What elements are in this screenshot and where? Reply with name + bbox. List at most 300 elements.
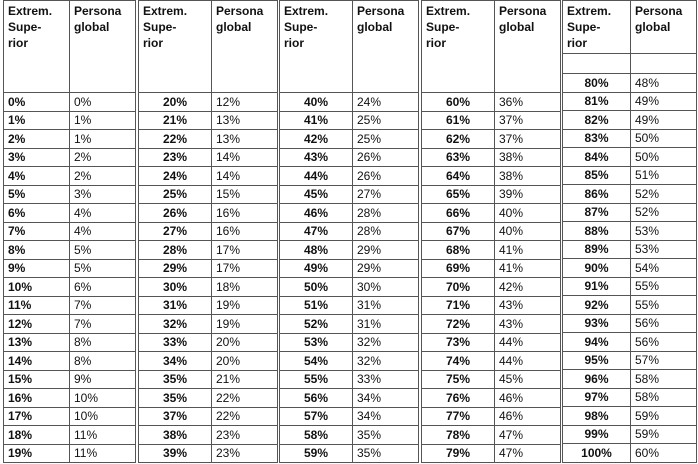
persona-global-value: 43% — [495, 315, 561, 334]
persona-global-value: 14% — [212, 167, 278, 186]
extreme-superior-value: 37% — [139, 407, 212, 426]
persona-global-value: 26% — [353, 167, 419, 186]
persona-global-value: 1% — [70, 130, 136, 149]
persona-global-value: 23% — [212, 444, 278, 463]
persona-global-value: 37% — [495, 130, 561, 149]
table-row — [280, 370, 419, 389]
extreme-superior-value: 92% — [563, 296, 631, 315]
extreme-superior-value: 18% — [4, 426, 70, 445]
table-row — [139, 315, 278, 334]
persona-global-value: 41% — [495, 241, 561, 260]
extreme-superior-value: 28% — [139, 241, 212, 260]
persona-global-value: 46% — [495, 389, 561, 408]
persona-global-value: 58% — [631, 370, 697, 389]
table-row — [280, 259, 419, 278]
persona-global-value: 16% — [212, 204, 278, 223]
persona-global-value: 17% — [212, 259, 278, 278]
persona-global-value: 37% — [495, 111, 561, 130]
table-row — [422, 407, 561, 426]
extreme-superior-value: 54% — [280, 352, 353, 371]
extreme-superior-value: 25% — [139, 185, 212, 204]
persona-global-value: 13% — [212, 111, 278, 130]
table-row — [563, 370, 697, 389]
header-persona-global: Persona global — [353, 1, 419, 93]
extreme-superior-value: 67% — [422, 222, 495, 241]
extreme-superior-value: 10% — [4, 278, 70, 297]
extreme-superior-value: 8% — [4, 241, 70, 260]
table-row — [422, 278, 561, 297]
persona-global-value: 16% — [212, 222, 278, 241]
persona-global-value: 34% — [353, 407, 419, 426]
extreme-superior-value: 55% — [280, 370, 353, 389]
persona-global-value: 55% — [631, 296, 697, 315]
extreme-superior-value: 1% — [4, 111, 70, 130]
extreme-superior-value: 13% — [4, 333, 70, 352]
table-row — [563, 129, 697, 148]
persona-global-value: 31% — [353, 296, 419, 315]
persona-global-value: 57% — [631, 351, 697, 370]
table-row — [4, 278, 136, 297]
table-row — [563, 185, 697, 204]
extreme-superior-value: 14% — [4, 352, 70, 371]
table-row — [280, 426, 419, 445]
extreme-superior-value: 49% — [280, 259, 353, 278]
table-row — [4, 222, 136, 241]
persona-global-value: 33% — [353, 370, 419, 389]
persona-global-value: 21% — [212, 370, 278, 389]
table-row — [280, 333, 419, 352]
table-row — [139, 278, 278, 297]
persona-global-value: 0% — [70, 93, 136, 112]
table-row — [4, 148, 136, 167]
table-row — [139, 148, 278, 167]
table-row — [280, 148, 419, 167]
extreme-superior-value: 38% — [139, 426, 212, 445]
table-row — [139, 296, 278, 315]
extreme-superior-value: 87% — [563, 203, 631, 222]
extreme-superior-value: 71% — [422, 296, 495, 315]
persona-global-value: 2% — [70, 167, 136, 186]
table-block-1 — [3, 0, 136, 463]
table-row — [139, 444, 278, 463]
header-extreme-superior: Extrem. Supe- rior — [139, 1, 212, 93]
persona-global-value: 29% — [353, 259, 419, 278]
persona-global-value: 17% — [212, 241, 278, 260]
extreme-superior-value: 9% — [4, 259, 70, 278]
extreme-superior-value: 24% — [139, 167, 212, 186]
table-row — [4, 204, 136, 223]
table-row — [422, 93, 561, 112]
table-row — [280, 167, 419, 186]
persona-global-value: 7% — [70, 296, 136, 315]
extreme-superior-value: 17% — [4, 407, 70, 426]
table-row — [563, 222, 697, 241]
persona-global-value: 23% — [212, 426, 278, 445]
table-row — [139, 167, 278, 186]
table-row — [563, 148, 697, 167]
persona-global-value: 24% — [353, 93, 419, 112]
table-row — [422, 185, 561, 204]
persona-global-value: 11% — [70, 444, 136, 463]
persona-global-value: 25% — [353, 111, 419, 130]
header-extreme-superior: Extrem. Supe- rior — [563, 1, 631, 54]
table-row — [139, 333, 278, 352]
persona-global-value: 42% — [495, 278, 561, 297]
table-row — [422, 259, 561, 278]
table-row — [139, 426, 278, 445]
persona-global-value: 13% — [212, 130, 278, 149]
persona-global-value: 31% — [353, 315, 419, 334]
extreme-superior-value: 29% — [139, 259, 212, 278]
table-row — [422, 389, 561, 408]
persona-global-value: 51% — [631, 166, 697, 185]
persona-global-value: 7% — [70, 315, 136, 334]
extreme-superior-value: 31% — [139, 296, 212, 315]
persona-global-value: 10% — [70, 389, 136, 408]
extreme-superior-value: 30% — [139, 278, 212, 297]
table-row — [4, 352, 136, 371]
extreme-superior-value: 68% — [422, 241, 495, 260]
extreme-superior-value: 42% — [280, 130, 353, 149]
table-row — [4, 333, 136, 352]
table-row — [139, 352, 278, 371]
extreme-superior-value: 66% — [422, 204, 495, 223]
header-persona-global: Persona global — [495, 1, 561, 93]
extreme-superior-value: 19% — [4, 444, 70, 463]
table-row — [563, 240, 697, 259]
header-extreme-superior: Extrem. Supe- rior — [4, 1, 70, 93]
table-row — [563, 259, 697, 278]
table-row — [422, 204, 561, 223]
extreme-superior-value: 22% — [139, 130, 212, 149]
extreme-superior-value: 62% — [422, 130, 495, 149]
extreme-superior-value: 46% — [280, 204, 353, 223]
extreme-superior-value: 4% — [4, 167, 70, 186]
table-row — [422, 370, 561, 389]
header-persona-global: Persona global — [70, 1, 136, 93]
persona-global-value: 55% — [631, 277, 697, 296]
extreme-superior-value: 60% — [422, 93, 495, 112]
persona-global-value: 18% — [212, 278, 278, 297]
table-row — [139, 185, 278, 204]
extreme-superior-value: 48% — [280, 241, 353, 260]
table-row — [280, 352, 419, 371]
persona-global-value: 2% — [70, 148, 136, 167]
persona-global-value: 28% — [353, 204, 419, 223]
table-row — [280, 389, 419, 408]
table-row — [4, 111, 136, 130]
extreme-superior-value: 90% — [563, 259, 631, 278]
persona-global-value: 32% — [353, 352, 419, 371]
table-row — [4, 185, 136, 204]
extreme-superior-value: 93% — [563, 314, 631, 333]
extreme-superior-value: 83% — [563, 129, 631, 148]
table-row — [422, 111, 561, 130]
table-row — [139, 370, 278, 389]
extreme-superior-value: 34% — [139, 352, 212, 371]
extreme-superior-value: 0% — [4, 93, 70, 112]
extreme-superior-value: 79% — [422, 444, 495, 463]
table-row — [139, 130, 278, 149]
persona-global-value: 60% — [631, 444, 697, 463]
table-row — [422, 352, 561, 371]
persona-global-value: 12% — [212, 93, 278, 112]
persona-global-value: 47% — [495, 444, 561, 463]
table-row — [280, 93, 419, 112]
table-row — [4, 315, 136, 334]
table-row — [563, 388, 697, 407]
table-row — [280, 204, 419, 223]
persona-global-value: 4% — [70, 204, 136, 223]
persona-global-value: 44% — [495, 333, 561, 352]
table-row — [422, 222, 561, 241]
table-row — [563, 92, 697, 111]
table-row — [563, 203, 697, 222]
extreme-superior-value: 84% — [563, 148, 631, 167]
table-row — [139, 389, 278, 408]
persona-global-value: 53% — [631, 240, 697, 259]
extreme-superior-value: 39% — [139, 444, 212, 463]
extreme-superior-value: 77% — [422, 407, 495, 426]
extreme-superior-value: 20% — [139, 93, 212, 112]
extreme-superior-value: 5% — [4, 185, 70, 204]
persona-global-value: 43% — [495, 296, 561, 315]
header-extreme-superior: Extrem. Supe- rior — [280, 1, 353, 93]
table-row — [139, 93, 278, 112]
table-row — [563, 277, 697, 296]
table-row — [422, 130, 561, 149]
persona-global-value: 38% — [495, 167, 561, 186]
persona-global-value: 22% — [212, 389, 278, 408]
extreme-superior-value: 27% — [139, 222, 212, 241]
table-row — [563, 74, 697, 93]
table-row — [280, 130, 419, 149]
extreme-superior-value: 69% — [422, 259, 495, 278]
extreme-superior-value: 61% — [422, 111, 495, 130]
persona-global-value: 19% — [212, 315, 278, 334]
extreme-superior-value: 99% — [563, 425, 631, 444]
persona-global-value: 49% — [631, 92, 697, 111]
persona-global-value: 6% — [70, 278, 136, 297]
persona-global-value: 8% — [70, 352, 136, 371]
extreme-superior-value: 33% — [139, 333, 212, 352]
extreme-superior-value: 2% — [4, 130, 70, 149]
table-row — [422, 167, 561, 186]
extreme-superior-value: 88% — [563, 222, 631, 241]
table-block-5 — [562, 0, 697, 463]
extreme-superior-value: 59% — [280, 444, 353, 463]
persona-global-value: 22% — [212, 407, 278, 426]
table-row — [4, 296, 136, 315]
table-row — [4, 93, 136, 112]
persona-global-value: 9% — [70, 370, 136, 389]
extreme-superior-value: 95% — [563, 351, 631, 370]
extreme-superior-value: 21% — [139, 111, 212, 130]
persona-global-value: 39% — [495, 185, 561, 204]
persona-global-value: 5% — [70, 241, 136, 260]
table-row — [563, 111, 697, 130]
persona-global-value: 26% — [353, 148, 419, 167]
persona-global-value: 47% — [495, 426, 561, 445]
extreme-superior-value: 98% — [563, 407, 631, 426]
table-row — [563, 351, 697, 370]
table-row — [422, 444, 561, 463]
extreme-superior-value: 6% — [4, 204, 70, 223]
table-block-3 — [279, 0, 419, 463]
extreme-superior-value: 35% — [139, 370, 212, 389]
persona-global-value: 48% — [631, 74, 697, 93]
header-persona-global: Persona global — [631, 1, 697, 54]
persona-global-value: 35% — [353, 444, 419, 463]
persona-global-value: 3% — [70, 185, 136, 204]
table-row — [280, 407, 419, 426]
persona-global-value: 38% — [495, 148, 561, 167]
table-row — [563, 314, 697, 333]
persona-global-value: 25% — [353, 130, 419, 149]
persona-global-value: 56% — [631, 314, 697, 333]
table-row — [563, 333, 697, 352]
persona-global-value: 20% — [212, 352, 278, 371]
persona-global-value: 20% — [212, 333, 278, 352]
table-row — [4, 444, 136, 463]
extreme-superior-value: 96% — [563, 370, 631, 389]
extreme-superior-value: 75% — [422, 370, 495, 389]
extreme-superior-value: 40% — [280, 93, 353, 112]
table-row — [563, 407, 697, 426]
extreme-superior-value: 16% — [4, 389, 70, 408]
table-row — [563, 54, 697, 74]
extreme-superior-value: 86% — [563, 185, 631, 204]
extreme-superior-value: 78% — [422, 426, 495, 445]
extreme-superior-value: 80% — [563, 74, 631, 93]
extreme-superior-value: 53% — [280, 333, 353, 352]
extreme-superior-value: 52% — [280, 315, 353, 334]
persona-global-value: 19% — [212, 296, 278, 315]
persona-global-value: 59% — [631, 407, 697, 426]
table-row — [4, 426, 136, 445]
persona-global-value: 4% — [70, 222, 136, 241]
empty-cell — [563, 54, 631, 74]
extreme-superior-value: 58% — [280, 426, 353, 445]
table-row — [563, 166, 697, 185]
table-row — [563, 444, 697, 463]
table-row — [139, 111, 278, 130]
persona-global-value: 36% — [495, 93, 561, 112]
persona-global-value: 29% — [353, 241, 419, 260]
persona-global-value: 58% — [631, 388, 697, 407]
extreme-superior-value: 57% — [280, 407, 353, 426]
table-block-2 — [138, 0, 278, 463]
table-row — [4, 130, 136, 149]
extreme-superior-value: 76% — [422, 389, 495, 408]
extreme-superior-value: 44% — [280, 167, 353, 186]
persona-global-value: 32% — [353, 333, 419, 352]
table-row — [280, 241, 419, 260]
persona-global-value: 56% — [631, 333, 697, 352]
table-row — [280, 444, 419, 463]
table-row — [4, 389, 136, 408]
extreme-superior-value: 41% — [280, 111, 353, 130]
table-row — [139, 259, 278, 278]
persona-global-value: 27% — [353, 185, 419, 204]
persona-global-value: 40% — [495, 204, 561, 223]
table-row — [422, 148, 561, 167]
persona-global-value: 1% — [70, 111, 136, 130]
table-row — [280, 222, 419, 241]
persona-global-value: 35% — [353, 426, 419, 445]
extreme-superior-value: 97% — [563, 388, 631, 407]
persona-global-value: 14% — [212, 148, 278, 167]
extreme-superior-value: 45% — [280, 185, 353, 204]
persona-global-value: 54% — [631, 259, 697, 278]
extreme-superior-value: 65% — [422, 185, 495, 204]
table-row — [280, 278, 419, 297]
extreme-superior-value: 43% — [280, 148, 353, 167]
persona-global-value: 50% — [631, 129, 697, 148]
table-row — [563, 296, 697, 315]
persona-global-value: 45% — [495, 370, 561, 389]
table-row — [422, 296, 561, 315]
empty-cell — [631, 54, 697, 74]
persona-global-value: 49% — [631, 111, 697, 130]
header-persona-global: Persona global — [212, 1, 278, 93]
extreme-superior-value: 15% — [4, 370, 70, 389]
persona-global-value: 8% — [70, 333, 136, 352]
table-row — [280, 296, 419, 315]
extreme-superior-value: 56% — [280, 389, 353, 408]
extreme-superior-value: 3% — [4, 148, 70, 167]
persona-global-value: 34% — [353, 389, 419, 408]
extreme-superior-value: 12% — [4, 315, 70, 334]
persona-global-value: 50% — [631, 148, 697, 167]
extreme-superior-value: 89% — [563, 240, 631, 259]
header-extreme-superior: Extrem. Supe- rior — [422, 1, 495, 93]
table-row — [4, 370, 136, 389]
extreme-superior-value: 72% — [422, 315, 495, 334]
table-row — [422, 333, 561, 352]
extreme-superior-value: 91% — [563, 277, 631, 296]
persona-global-value: 10% — [70, 407, 136, 426]
table-row — [4, 167, 136, 186]
table-row — [4, 407, 136, 426]
table-row — [422, 426, 561, 445]
extreme-superior-value: 51% — [280, 296, 353, 315]
extreme-superior-value: 11% — [4, 296, 70, 315]
extreme-superior-value: 73% — [422, 333, 495, 352]
extreme-superior-value: 7% — [4, 222, 70, 241]
persona-global-value: 40% — [495, 222, 561, 241]
table-row — [139, 241, 278, 260]
persona-global-value: 28% — [353, 222, 419, 241]
table-row — [563, 425, 697, 444]
persona-global-value: 44% — [495, 352, 561, 371]
extreme-superior-value: 70% — [422, 278, 495, 297]
persona-global-value: 53% — [631, 222, 697, 241]
extreme-superior-value: 47% — [280, 222, 353, 241]
table-block-4 — [421, 0, 561, 463]
table-row — [422, 315, 561, 334]
table-row — [280, 111, 419, 130]
table-row — [422, 241, 561, 260]
extreme-superior-value: 35% — [139, 389, 212, 408]
extreme-superior-value: 23% — [139, 148, 212, 167]
persona-global-value: 59% — [631, 425, 697, 444]
extreme-superior-value: 85% — [563, 166, 631, 185]
extreme-superior-value: 94% — [563, 333, 631, 352]
extreme-superior-value: 50% — [280, 278, 353, 297]
extreme-superior-value: 26% — [139, 204, 212, 223]
table-row — [280, 185, 419, 204]
